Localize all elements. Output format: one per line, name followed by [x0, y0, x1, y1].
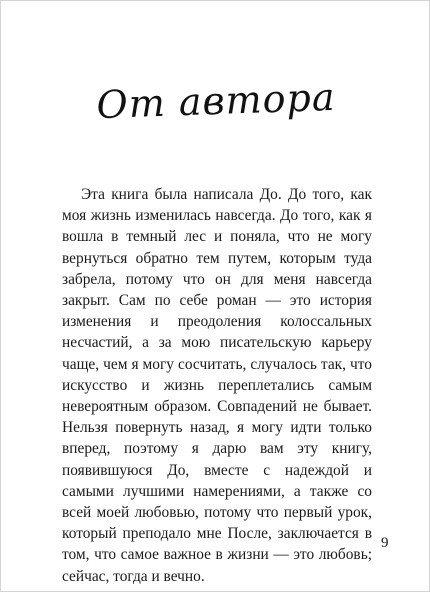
body-paragraph: Эта книга была написала До. До того, как моя жизнь изменилась навсегда. До того, как я вошла в темный лес и поняла, что не могу вернуться обратно тем путем, которым туда забрела, потому что он для меня навсегда закрыт. Сам по себе роман — это история изменения и преодоления колоссальных несчастий, а за мою писательскую карьеру чаще, чем я могу сосчитать, случалось так, что искусство и жизнь переплетались самым невероятным образом. Совпадений не бывает. Нельзя повернуть назад, я могу идти только вперед, поэтому я дарю вам эту книгу, появившуюся До, вместе с надеждой и самыми лучшими намерениями, а также со всей моей любовью, потому что первый урок, который преподало мне После, заключается в том, что самое важное в жизни — это любовь; сейчас, тогда и вечно. [62, 186, 372, 585]
page-title: От автора [95, 74, 337, 128]
page-number: 9 [381, 535, 389, 551]
